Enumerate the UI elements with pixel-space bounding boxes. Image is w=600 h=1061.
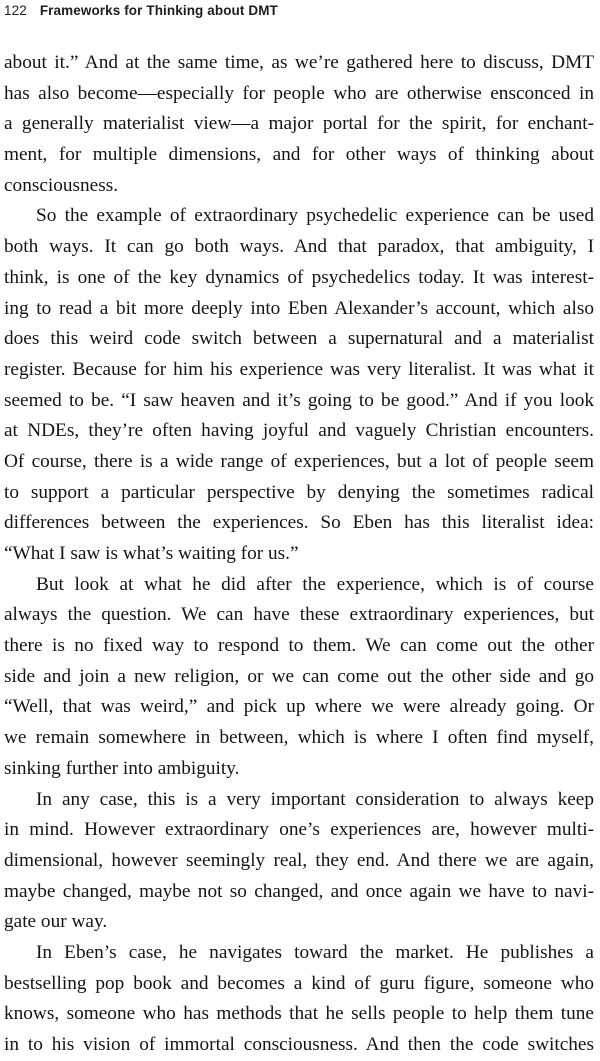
text-line: In Eben’s case, he navigates toward the market. He publishes a [36, 941, 594, 963]
text-line: differences between the experiences. So Eben has this literalist idea: [4, 512, 594, 534]
text-line: has also become—especially for people who are otherwise ensconced in [4, 82, 594, 104]
text-line: about it.” And at the same time, as we’re gathered here to discuss, DMT [4, 52, 594, 73]
text-line: seemed to be. “I saw heaven and it’s going to be good.” And if you look [4, 389, 594, 411]
text-line: maybe changed, maybe not so changed, and once again we have to navi- [4, 880, 594, 902]
text-line: knows, someone who has methods that he sells people to help them tune [4, 1003, 594, 1025]
paragraph [4, 48, 594, 201]
text-line: bestselling pop book and becomes a kind of guru figure, someone who [4, 972, 594, 994]
text-line: both ways. It can go both ways. And that paradox, that ambiguity, I [4, 236, 594, 258]
paragraph [4, 785, 594, 938]
text-line: there is no fixed way to respond to them. We can come out the other [4, 635, 594, 657]
running-title: Frameworks for Thinking about DMT [39, 3, 278, 18]
text-line: a generally materialist view—a major portal for the spirit, for enchant- [4, 113, 594, 135]
text-line: In any case, this is a very important consideration to always keep [36, 788, 594, 810]
paragraph [4, 938, 594, 1061]
text-line: at NDEs, they’re often having joyful and vaguely Christian encounters. [4, 420, 594, 442]
text-line: does this weird code switch between a supernatural and a materialist [4, 328, 594, 350]
text-line: to support a particular perspective by denying the sometimes radical [4, 481, 594, 503]
text-line: we remain somewhere in between, which is where I often find myself, [4, 727, 594, 749]
text-line: “What I saw is what’s waiting for us.” [4, 543, 299, 564]
text-line: ment, for multiple dimensions, and for other ways of thinking about [4, 144, 594, 166]
text-line: register. Because for him his experience was very literalist. It was what it [4, 358, 594, 380]
text-line: dimensional, however seemingly real, they end. And there we are again, [4, 849, 594, 871]
running-header [4, 3, 278, 18]
paragraph [4, 570, 594, 785]
text-line: So the example of extraordinary psychedelic experience can be used [36, 205, 594, 227]
paragraph [4, 201, 594, 569]
text-line: gate our way. [4, 911, 108, 933]
text-line: in mind. However extraordinary one’s experiences are, however multi- [4, 819, 594, 841]
text-line: side and join a new religion, or we can come out the other side and go [4, 665, 594, 687]
text-line: Of course, there is a wide range of experiences, but a lot of people seem [4, 450, 594, 472]
text-line: consciousness. [4, 174, 119, 196]
text-line: in to his vision of immortal consciousness. And then the code switches [4, 1034, 594, 1055]
text-line: ing to read a bit more deeply into Eben Alexander’s account, which also [4, 297, 594, 319]
text-line: always the question. We can have these extraordinary experiences, but [4, 604, 594, 626]
text-line: “Well, that was weird,” and pick up where we were already going. Or [4, 696, 594, 718]
text-line: But look at what he did after the experience, which is of course [36, 573, 594, 595]
text-line: sinking further into ambiguity. [4, 757, 240, 779]
text-line: think, is one of the key dynamics of psychedelics today. It was interest- [4, 266, 594, 288]
body-text [4, 48, 594, 1061]
page-number: 122 [4, 3, 27, 18]
